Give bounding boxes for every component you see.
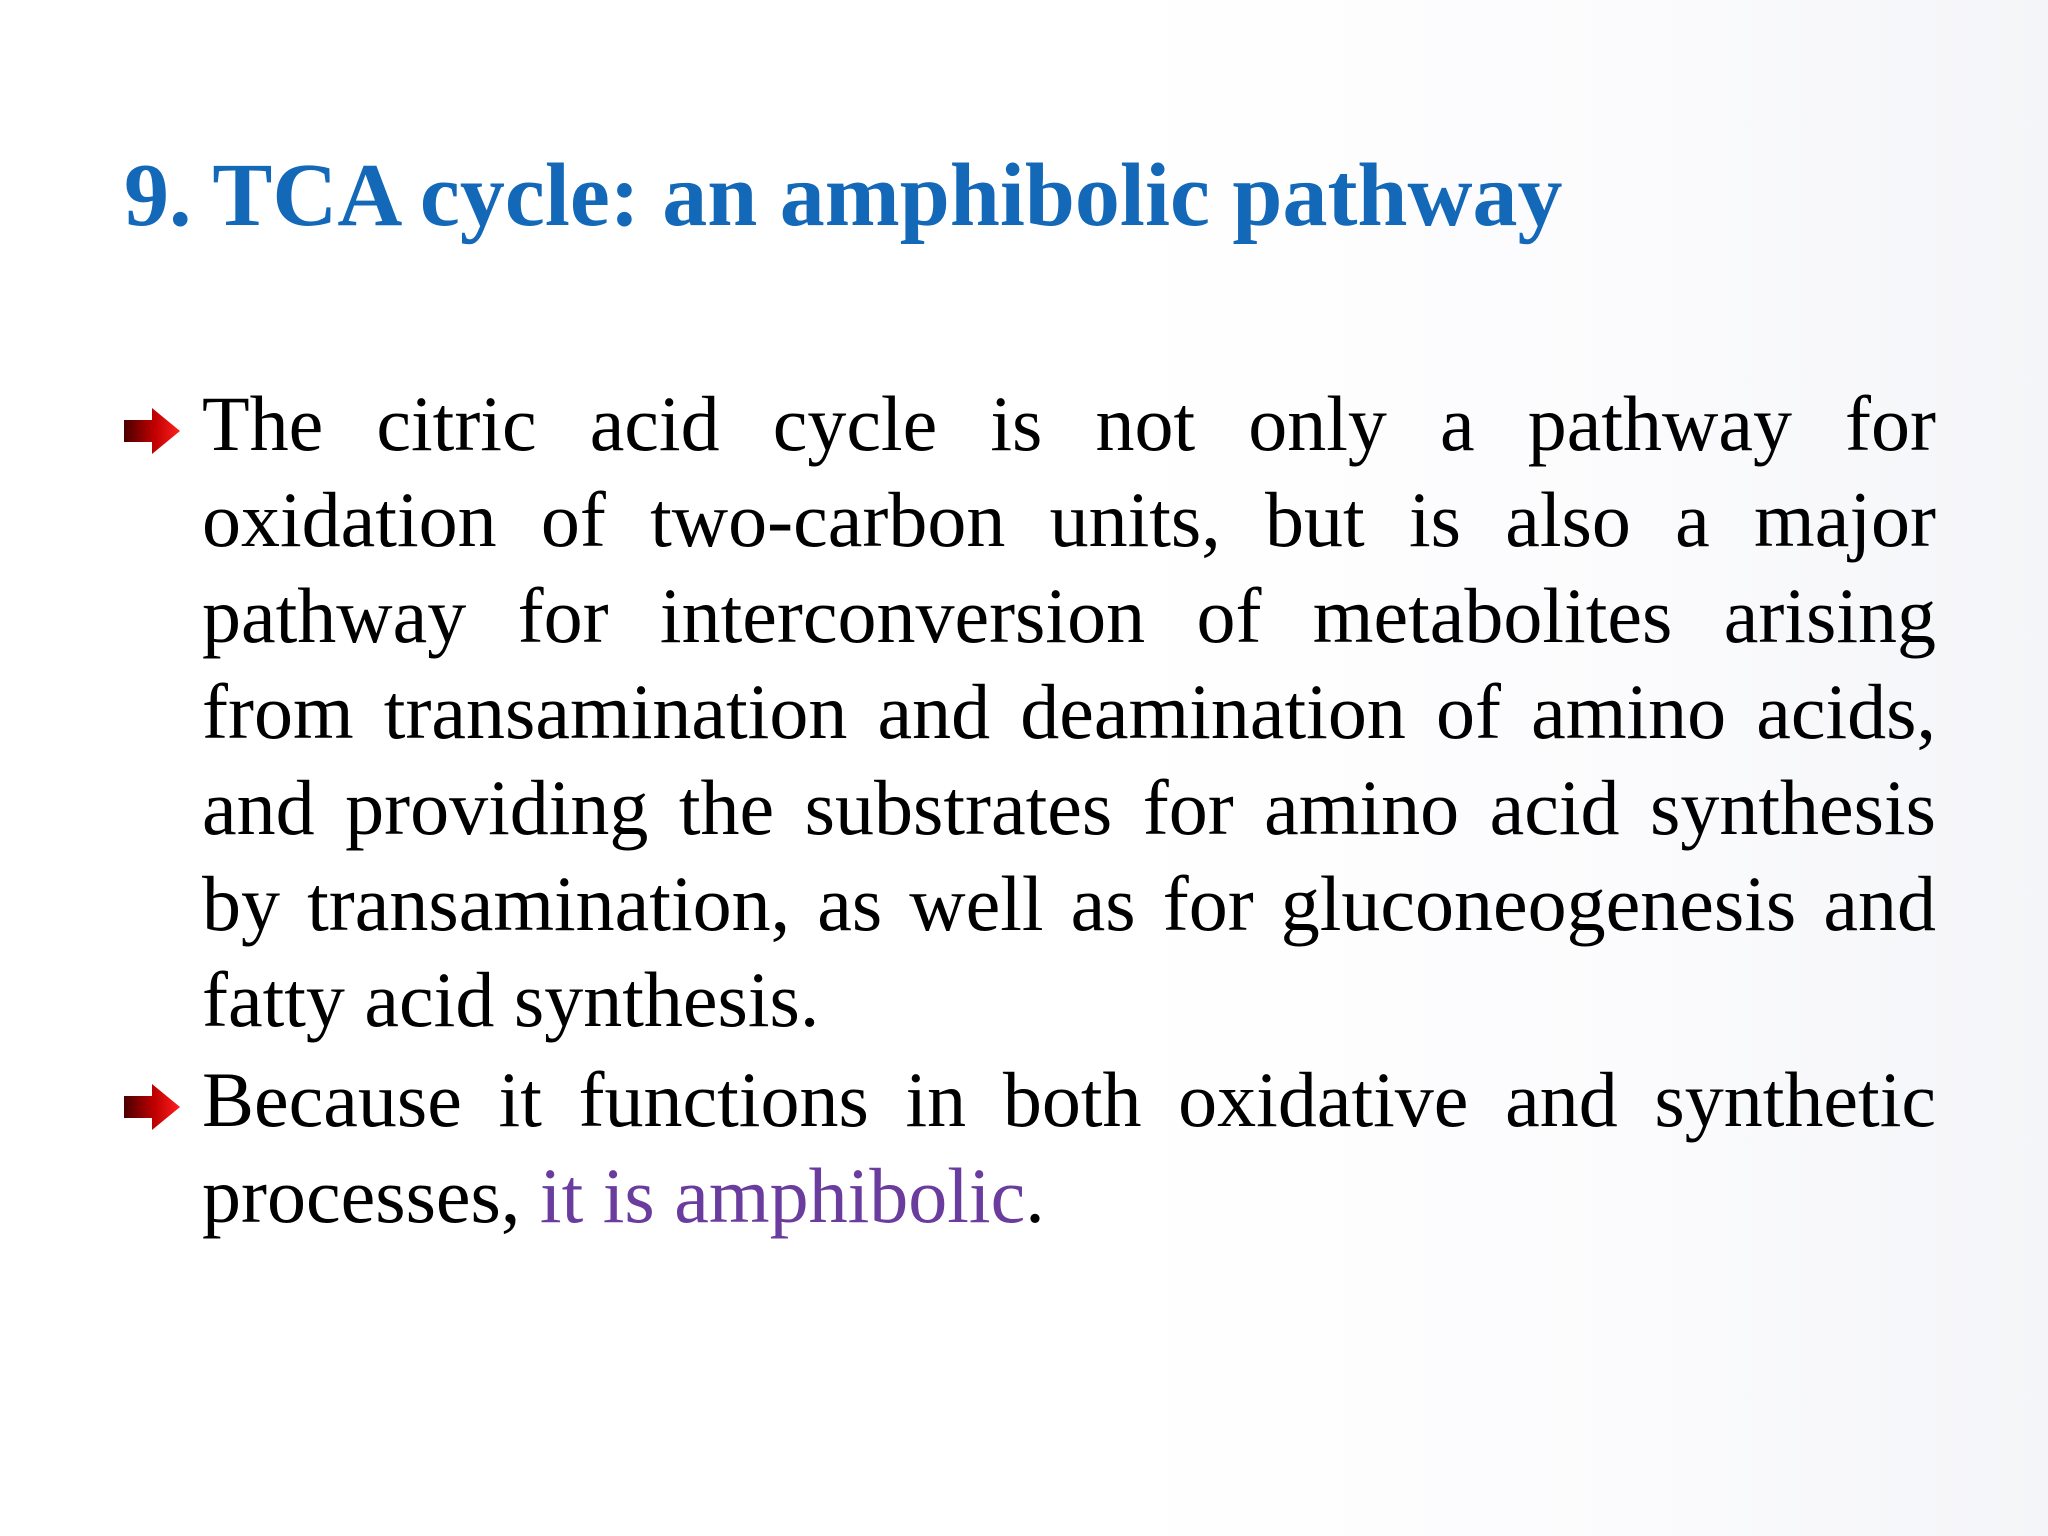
bullet-list	[124, 376, 1936, 1248]
bullet-text-before: Because it functions in both oxidative and synthetic processes,	[202, 1056, 1936, 1239]
bullet-text: The citric acid cycle is not only a pathway for oxidation of two-carbon units, but is also a major pathway for interconversion of metabolites arising from transamination and deamination of amino acids, and providing the substrates for amino acid synthesis by transamination, as well as for gluconeogenesis and fatty acid synthesis.	[202, 380, 1936, 1043]
red-arrow-bullet-icon	[124, 408, 180, 454]
bullet-item	[124, 1052, 1936, 1244]
bullet-text	[202, 1052, 1936, 1244]
red-arrow-bullet-icon	[124, 1084, 180, 1130]
highlight-text: it is amphibolic	[539, 1152, 1026, 1239]
slide-title: 9. TCA cycle: an amphibolic pathway	[124, 146, 1563, 245]
bullet-text-after: .	[1025, 1152, 1045, 1239]
bullet-item	[124, 376, 1936, 1048]
